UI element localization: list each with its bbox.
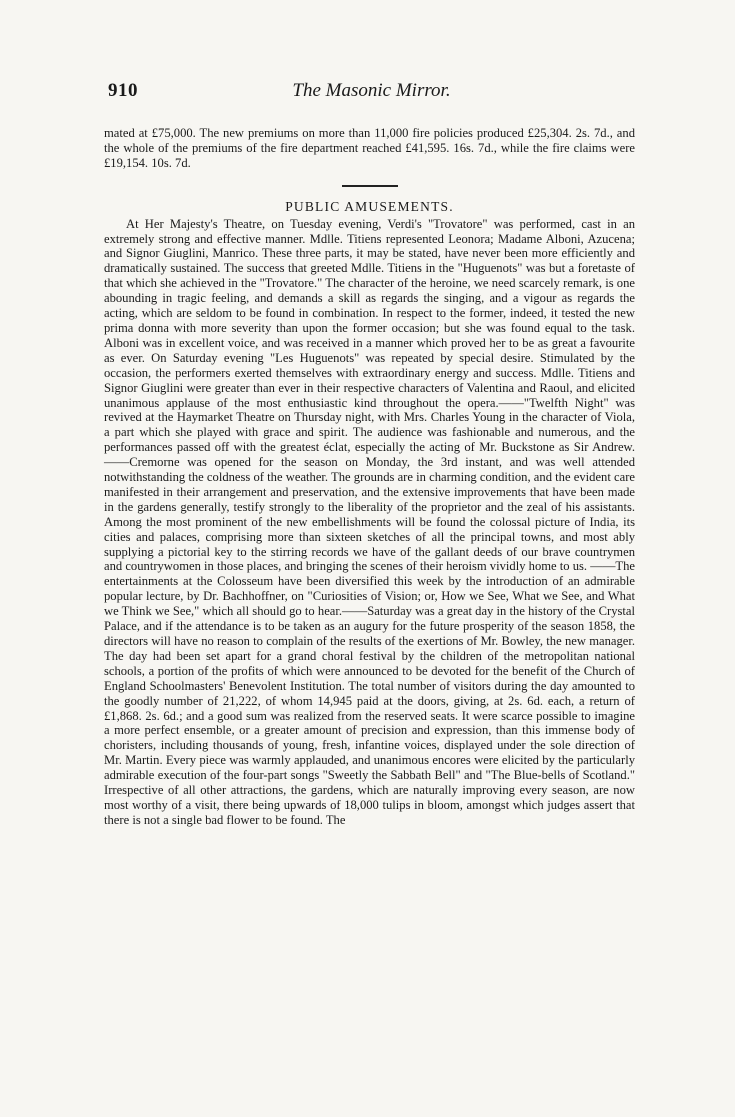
running-title: The Masonic Mirror. bbox=[292, 80, 451, 101]
section-body-paragraph: At Her Majesty's Theatre, on Tuesday evening, Verdi's "Trovatore" was performed, cast in an extremely strong and effective manner. Mdlle. Titiens represented Leonora; Madame Alboni, Azucena; and Signor Giuglini, Manrico. These three parts, it may be stated, have never been more efficiently and dramatically sustained. The success that greeted Mdlle. Titiens in the "Huguenots" was but a foretaste of that which she achieved in the "Trovatore." The character of the heroine, we need scarcely remark, is one abounding in tragic feeling, and demands a skill as regards the singing, and a vigour as regards the acting, which are seldom to be found in combination. In respect to the former, indeed, it tested the new prima donna with more severity than upon the former occasion; but she was found equal to the task. Alboni was in excellent voice, and was received in a manner which proved her to be as great a favourite as ever. On Saturday evening "Les Huguenots" was repeated by special desire. Stimulated by the occasion, the performers exerted themselves with extraordinary energy and success. Mdlle. Titiens and Signor Giuglini were greater than ever in their respective characters of Valentina and Raoul, and elicited unanimous applause of the most enthusiastic kind throughout the opera.——"Twelfth Night" was revived at the Haymarket Theatre on Thursday night, with Mrs. Charles Young in the character of Viola, a part which she played with grace and spirit. The audience was fashionable and numerous, and the performances passed off with the greatest éclat, especially the acting of Mr. Buckstone as Sir Andrew.——Cremorne was opened for the season on Monday, the 3rd instant, and was well attended notwithstanding the coldness of the weather. The grounds are in charming condition, and the evident care manifested in their arrangement and preservation, and the extensive improvements that have been made in the gardens generally, testify strongly to the liberality of the proprietor and the zeal of his assistants. Among the most prominent of the new embellishments will be found the colossal picture of India, its cities and palaces, comprising more than sixteen sketches of all the principal towns, and most ably supplying a pictorial key to the stirring records we have of the gallant deeds of our brave countrymen and countrywomen in those places, and bringing the scenes of their heroism vividly home to us. ——The entertainments at the Colosseum have been diversified this week by the introduction of an admirable popular lecture, by Dr. Bachhoffner, on "Curiosities of Vision; or, How we See, What we See, and What we Think we See," which all should go to hear.——Saturday was a great day in the history of the Crystal Palace, and if the attendance is to be taken as an augury for the future prosperity of the season 1858, the directors will have no reason to complain of the results of the exertions of Mr. Bowley, the new manager. The day had been set apart for a grand choral festival by the children of the metropolitan national schools, a portion of the profits of which were announced to be devoted for the benefit of the Church of England Schoolmasters' Benevolent Institution. The total number of visitors during the day amounted to the goodly number of 21,222, of whom 14,945 paid at the doors, giving, at 2s. 6d. each, a return of £1,868. 2s. 6d.; and a good sum was realized from the reserved seats. It were scarce possible to imagine a more perfect ensemble, or a greater amount of precision and expression, than this immense body of choristers, including thousands of young, fresh, infantine voices, displayed under the sole direction of Mr. Martin. Every piece was warmly applauded, and unanimous encores were elicited by the particularly admirable execution of the four-part songs "Sweetly the Sabbath Bell" and "The Blue-bells of Scotland." Irrespective of all other attractions, the gardens, which are naturally improving every season, are now most worthy of a visit, there being upwards of 18,000 tulips in bloom, amongst which judges assert that there is not a single bad flower to be found. The bbox=[104, 216, 635, 827]
article-column bbox=[104, 126, 635, 828]
section-divider bbox=[342, 185, 398, 187]
continuation-paragraph: mated at £75,000. The new premiums on more than 11,000 fire policies produced £25,304. 2s. 7d., and the whole of the premiums of the fire department reached £41,595. 16s. 7d., while the fire claims were £19,154. 10s. 7d. bbox=[104, 126, 635, 170]
section-title: PUBLIC AMUSEMENTS. bbox=[285, 198, 454, 214]
page-number: 910 bbox=[108, 80, 138, 101]
page-header bbox=[108, 80, 635, 108]
